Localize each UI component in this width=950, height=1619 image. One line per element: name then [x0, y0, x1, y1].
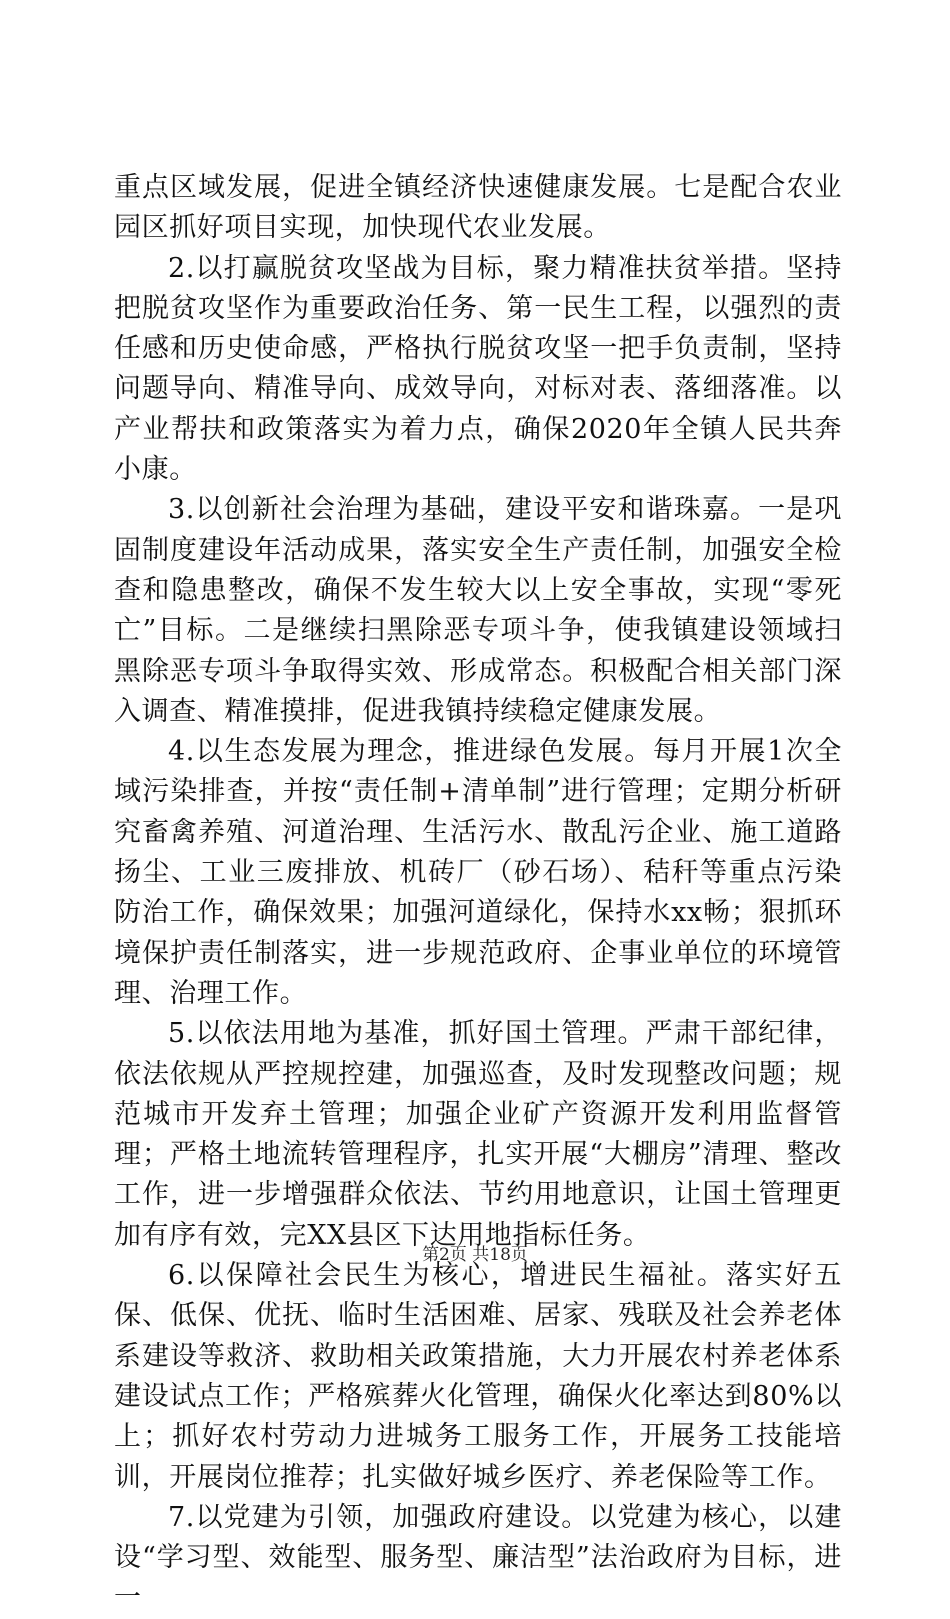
- paragraph-item-7: 7.以党建为引领，加强政府建设。以党建为核心，以建设“学习型、效能型、服务型、廉洁型”法治政府为目标，进一: [114, 1501, 842, 1614]
- paragraph-item-5: 5.以依法用地为基准，抓好国土管理。严肃干部纪律，依法依规从严控规控建，加强巡查，及时发现整改问题；规范城市开发弃土管理；加强企业矿产资源开发利用监督管理；严格土地流转管理程序，扎实开展“大棚房”清理、整改工作，进一步增强群众依法、节约用地意识，让国土管理更加有序有效，完XX县区下达用地指标任务。: [114, 1018, 842, 1251]
- paragraph-item-6: 6.以保障社会民生为核心，增进民生福祉。落实好五保、低保、优抚、临时生活困难、居家、残联及社会养老体系建设等救济、救助相关政策措施，大力开展农村养老体系建设试点工作；严格殡葬火化管理，确保火化率达到80%以上；抓好农村劳动力进城务工服务工作，开展务工技能培训，开展岗位推荐；扎实做好城乡医疗、养老保险等工作。: [114, 1260, 842, 1493]
- page-number-label: 第2页 共18页: [422, 1245, 528, 1265]
- paragraph-continuation: 重点区域发展，促进全镇经济快速健康发展。七是配合农业园区抓好项目实现，加快现代农业发展。: [114, 172, 842, 244]
- paragraph-item-2: 2.以打赢脱贫攻坚战为目标，聚力精准扶贫举措。坚持把脱贫攻坚作为重要政治任务、第一民生工程，以强烈的责任感和历史使命感，严格执行脱贫攻坚一把手负责制，坚持问题导向、精准导向、成效导向，对标对表、落细落准。以产业帮扶和政策落实为着力点，确保2020年全镇人民共奔小康。: [114, 252, 842, 486]
- paragraph-item-4: 4.以生态发展为理念，推进绿色发展。每月开展1次全域污染排查，并按“责任制+清单制”进行管理；定期分析研究畜禽养殖、河道治理、生活污水、散乱污企业、施工道路扬尘、工业三废排放、机砖厂（砂石场）、秸秆等重点污染防治工作，确保效果；加强河道绿化，保持水xx畅；狠抓环境保护责任制落实，进一步规范政府、企事业单位的环境管理、治理工作。: [114, 736, 842, 1009]
- document-body: [114, 168, 842, 1619]
- page-footer: [0, 1244, 950, 1266]
- paragraph-item-3: 3.以创新社会治理为基础，建设平安和谐珠嘉。一是巩固制度建设年活动成果，落实安全生产责任制，加强安全检查和隐患整改，确保不发生较大以上安全事故，实现“零死亡”目标。二是继续扫黑除恶专项斗争，使我镇建设领域扫黑除恶专项斗争取得实效、形成常态。积极配合相关部门深入调查、精准摸排，促进我镇持续稳定健康发展。: [114, 494, 842, 727]
